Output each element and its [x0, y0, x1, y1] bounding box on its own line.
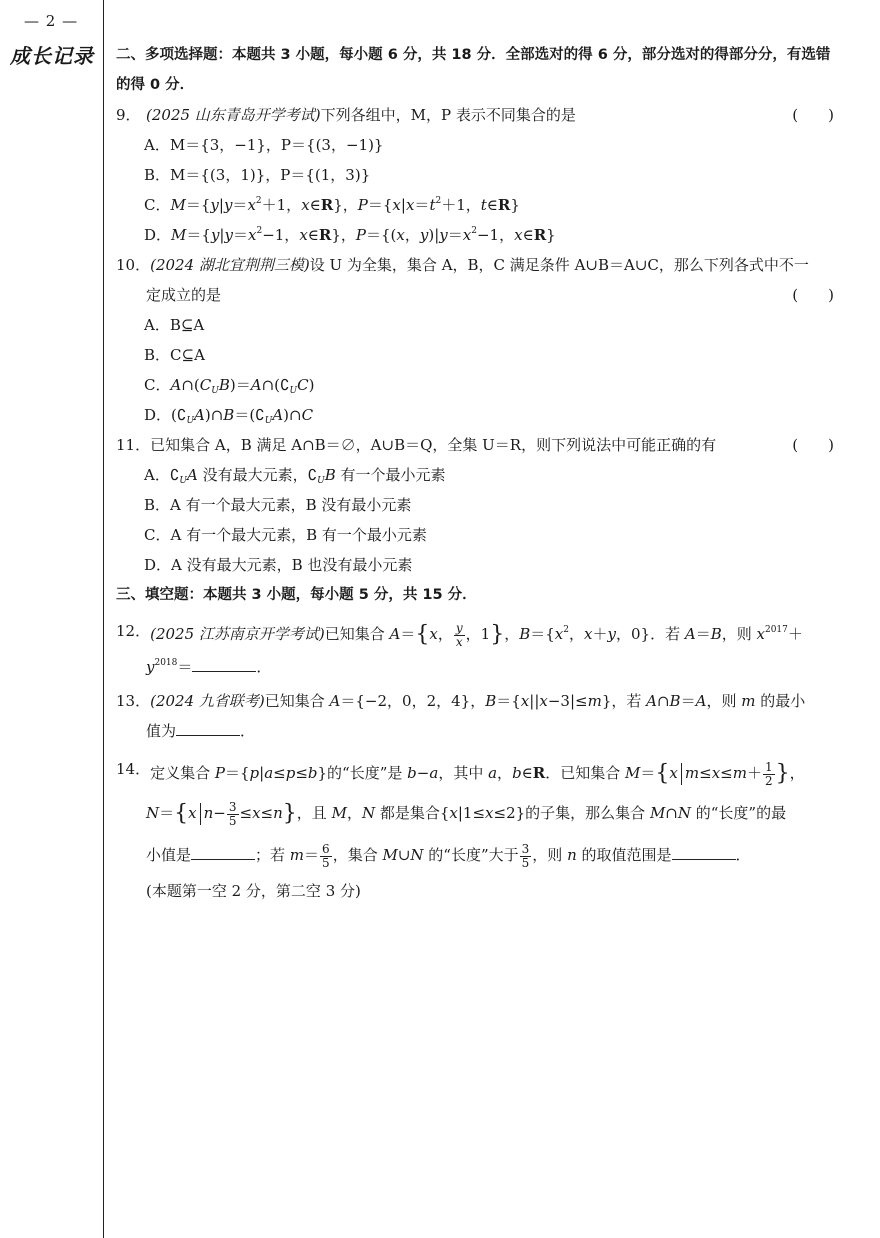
answer-blank	[176, 721, 240, 736]
option-c: C．$M=\{y|y=x^2+1$，x∈R}，$P=\{x|x=t^2+1$，t∈R}	[144, 196, 520, 214]
question-13-cont: 值为 ．	[146, 722, 256, 740]
question-14-line3: 小值是 ；若 m＝ $\frac{6}{5}$ ，集合 M∪N 的“长度”大于 $\frac{3}{5}$ ，则 n 的取值范围是 ．	[146, 841, 751, 870]
question-number: 13．	[116, 692, 151, 710]
question-11	[116, 430, 838, 460]
question-source: (2024 九省联考)	[150, 692, 265, 710]
question-source: (2024 湖北宜荆荆三模)	[150, 256, 310, 274]
question-12-cont: $y^{2018}=$ ．	[146, 658, 272, 676]
option-a: A．M＝{3，−1}，P＝{(3，−1)}	[144, 136, 384, 154]
question-source: (2025 江苏南京开学考试)	[150, 625, 325, 643]
question-13: 13． (2024 九省联考)已知集合 A＝{−2，0，2，4}，B＝{x||x−3|≤m}，若 A∩B＝A，则 m 的最小	[116, 686, 838, 716]
worksheet-content	[116, 40, 838, 906]
score-note: (本题第一空 2 分，第二空 3 分)	[146, 882, 361, 900]
question-number: 12．	[116, 622, 151, 640]
option-d: D．$(∁_UA)\cap B=(∁_UA)\cap C$	[144, 406, 314, 426]
question-stem-cont: 定成立的是	[146, 286, 222, 304]
option-c: C．A 有一个最大元素，B 有一个最小元素	[144, 526, 427, 544]
question-9	[116, 100, 838, 130]
answer-paren: ( )	[792, 286, 834, 304]
page-number: — 2 —	[24, 12, 79, 30]
question-number: 9．	[116, 106, 141, 124]
section-2-heading: 二、多项选择题：本题共 3 小题，每小题 6 分，共 18 分．全部选对的得 6 分，部分选对的得部分分，有选错的得 0 分．	[116, 47, 831, 93]
question-source: (2025 山东青岛开学考试)	[146, 106, 321, 124]
option-a: A．$∁_UA$ 没有最大元素，$∁_UB$ 有一个最小元素	[144, 466, 446, 486]
option-d: D．$M=\{y|y=x^2-1$，x∈R}，P＝{(x，$y)|y=x^2-1$，x∈R}	[144, 226, 556, 244]
exponent: 2018	[154, 658, 178, 668]
question-14-line2: N＝{x n− $\frac{3}{5}$ ≤x≤n}，且 M，N 都是集合{x|1≤x≤2}的子集，那么集合 M∩N 的“长度”的最	[146, 799, 787, 828]
answer-blank	[191, 845, 255, 860]
option-b: B．A 有一个最大元素，B 没有最小元素	[144, 496, 412, 514]
question-stem: 设 U 为全集，集合 A，B，C 满足条件 A∪B＝A∪C，那么下列各式中不一	[309, 256, 809, 274]
question-number: 11．	[116, 436, 151, 454]
question-number: 14．	[116, 760, 151, 778]
option-b: B．M＝{(3，1)}，P＝{(1，3)}	[144, 166, 371, 184]
margin-title: 成长记录	[10, 44, 94, 68]
question-stem-cont: 值为	[146, 722, 177, 740]
question-stem: 下列各组中，M，P 表示不同集合的是	[320, 106, 576, 124]
margin-divider	[103, 0, 104, 1238]
section-3-heading: 三、填空题：本题共 3 小题，每小题 5 分，共 15 分．	[116, 587, 477, 603]
option-d: D．A 没有最大元素，B 也没有最小元素	[144, 556, 413, 574]
answer-blank	[672, 845, 736, 860]
question-stem: 已知集合 A，B 满足 A∩B＝∅，A∪B＝Q，全集 U＝R，则下列说法中可能正确的有	[150, 436, 717, 454]
question-number: 10．	[116, 256, 151, 274]
question-10	[116, 250, 838, 280]
question-10-cont	[116, 280, 838, 310]
option-c: C．$A\cap(C_UB)=A\cap(∁_UC)$	[144, 376, 315, 396]
question-14-note	[116, 876, 838, 906]
option-b: B．C⊆A	[144, 346, 205, 364]
question-12: 12． (2025 江苏南京开学考试)已知集合 A＝{x， $\frac{y}{x}$ ，1}，$B=\{x^2$，x＋y，0}．若 A＝B，则 $x^{2017}+$	[116, 616, 838, 652]
exponent: 2017	[764, 625, 788, 635]
answer-paren: ( )	[792, 436, 834, 454]
option-a: A．B⊆A	[144, 316, 205, 334]
question-14: 14． 定义集合 P＝{p|a≤p≤b}的“长度”是 b−a，其中 a，b∈R．已知集合 M＝{x m≤x≤m＋ $\frac{1}{2}$ }，	[116, 754, 838, 792]
answer-paren: ( )	[792, 106, 834, 124]
answer-blank	[192, 657, 256, 672]
